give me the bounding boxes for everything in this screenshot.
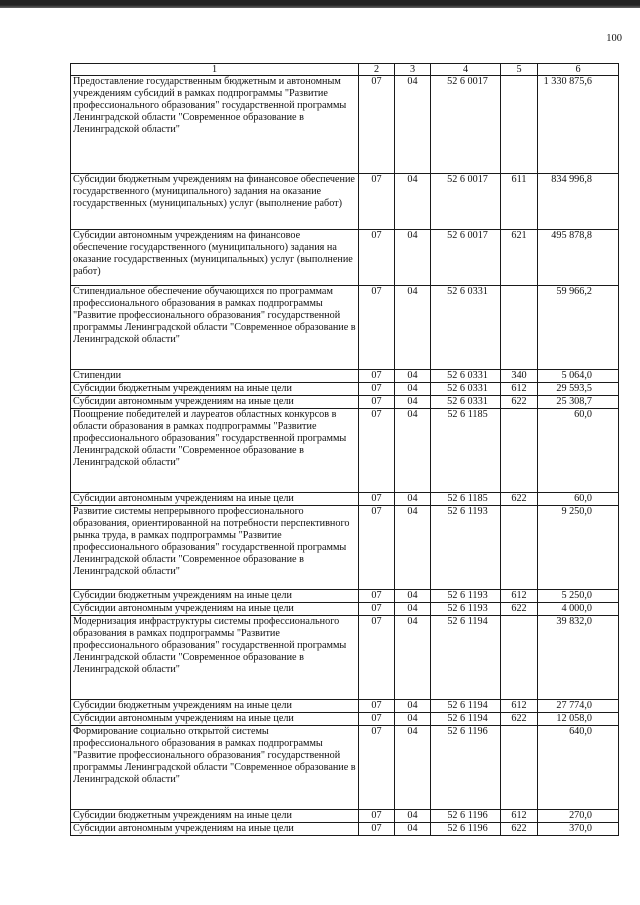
row-subsection: 04: [395, 603, 431, 616]
row-expense-type: 622: [501, 396, 538, 409]
row-name: Субсидии бюджетным учреждениям на иные цели: [71, 810, 359, 823]
table-row: [71, 713, 619, 726]
row-name: Субсидии бюджетным учреждениям на иные цели: [71, 700, 359, 713]
row-subsection: 04: [395, 713, 431, 726]
table-row: [71, 174, 619, 230]
row-target-code: 52 6 1185: [431, 493, 501, 506]
row-amount: 495 878,8: [538, 230, 619, 286]
header-col-1: 1: [71, 64, 359, 76]
row-subsection: 04: [395, 383, 431, 396]
row-section: 07: [359, 506, 395, 590]
header-col-4: 4: [431, 64, 501, 76]
table-row: [71, 370, 619, 383]
row-subsection: 04: [395, 396, 431, 409]
row-section: 07: [359, 616, 395, 700]
row-section: 07: [359, 810, 395, 823]
row-expense-type: 621: [501, 230, 538, 286]
row-target-code: 52 6 0017: [431, 76, 501, 174]
row-target-code: 52 6 0331: [431, 396, 501, 409]
row-section: 07: [359, 409, 395, 493]
row-section: 07: [359, 590, 395, 603]
row-name: Стипендиальное обеспечение обучающихся по программам профессионального образования в рамках подпрограммы "Развитие профессионального образования" государственной программы Ленинградской области "Современное образование в Ленинградской области": [71, 286, 359, 370]
row-expense-type: 611: [501, 174, 538, 230]
row-amount: 39 832,0: [538, 616, 619, 700]
row-amount: 5 064,0: [538, 370, 619, 383]
row-amount: 60,0: [538, 493, 619, 506]
table-row: [71, 286, 619, 370]
row-target-code: 52 6 1194: [431, 713, 501, 726]
row-amount: 12 058,0: [538, 713, 619, 726]
table-row: [71, 230, 619, 286]
row-target-code: 52 6 0017: [431, 230, 501, 286]
row-section: 07: [359, 493, 395, 506]
header-col-2: 2: [359, 64, 395, 76]
row-section: 07: [359, 700, 395, 713]
table-row: [71, 810, 619, 823]
table-row: [71, 396, 619, 409]
row-name: Субсидии автономным учреждениям на иные цели: [71, 603, 359, 616]
header-col-6: 6: [538, 64, 619, 76]
row-subsection: 04: [395, 370, 431, 383]
row-target-code: 52 6 1185: [431, 409, 501, 493]
row-name: Предоставление государственным бюджетным и автономным учреждениям субсидий в рамках подпрограммы "Развитие профессионального образования" государственной программы Ленинградской области "Современное образование в Ленинградской области": [71, 76, 359, 174]
row-name: Субсидии автономным учреждениям на иные цели: [71, 713, 359, 726]
table-header-row: [71, 64, 619, 76]
row-amount: 29 593,5: [538, 383, 619, 396]
row-target-code: 52 6 1193: [431, 603, 501, 616]
row-name: Субсидии автономным учреждениям на финансовое обеспечение государственного (муниципального) задания на оказание государственных (муниципальных) услуг (выполнение работ): [71, 230, 359, 286]
table-row: [71, 616, 619, 700]
row-amount: 834 996,8: [538, 174, 619, 230]
row-expense-type: [501, 286, 538, 370]
row-expense-type: 340: [501, 370, 538, 383]
table-row: [71, 590, 619, 603]
table-row: [71, 383, 619, 396]
table-row: [71, 506, 619, 590]
row-expense-type: 622: [501, 823, 538, 836]
row-section: 07: [359, 713, 395, 726]
row-subsection: 04: [395, 76, 431, 174]
row-amount: 59 966,2: [538, 286, 619, 370]
row-subsection: 04: [395, 700, 431, 713]
row-section: 07: [359, 726, 395, 810]
row-section: 07: [359, 230, 395, 286]
row-subsection: 04: [395, 506, 431, 590]
row-expense-type: 622: [501, 603, 538, 616]
row-section: 07: [359, 286, 395, 370]
row-subsection: 04: [395, 230, 431, 286]
header-col-3: 3: [395, 64, 431, 76]
row-target-code: 52 6 0331: [431, 370, 501, 383]
row-expense-type: 622: [501, 713, 538, 726]
row-subsection: 04: [395, 493, 431, 506]
row-name: Формирование социально открытой системы профессионального образования в рамках подпрограммы "Развитие профессионального образования" государственной программы Ленинградской области "Современное образование в Ленинградской области": [71, 726, 359, 810]
row-amount: 60,0: [538, 409, 619, 493]
table-row: [71, 726, 619, 810]
row-expense-type: 612: [501, 700, 538, 713]
row-name: Субсидии бюджетным учреждениям на иные цели: [71, 590, 359, 603]
row-expense-type: [501, 409, 538, 493]
scan-top-border: [0, 0, 640, 8]
row-amount: 27 774,0: [538, 700, 619, 713]
row-expense-type: [501, 726, 538, 810]
row-subsection: 04: [395, 823, 431, 836]
table-row: [71, 823, 619, 836]
row-target-code: 52 6 1196: [431, 810, 501, 823]
row-expense-type: [501, 506, 538, 590]
row-section: 07: [359, 396, 395, 409]
row-name: Субсидии бюджетным учреждениям на иные цели: [71, 383, 359, 396]
row-target-code: 52 6 1196: [431, 726, 501, 810]
row-target-code: 52 6 1193: [431, 506, 501, 590]
row-subsection: 04: [395, 409, 431, 493]
row-amount: 25 308,7: [538, 396, 619, 409]
page-number: 100: [606, 33, 622, 44]
table-row: [71, 700, 619, 713]
row-section: 07: [359, 603, 395, 616]
row-amount: 640,0: [538, 726, 619, 810]
row-expense-type: [501, 616, 538, 700]
row-name: Поощрение победителей и лауреатов областных конкурсов в области образования в рамках подпрограммы "Развитие профессионального образования" государственной программы Ленинградской области "Современное образование в Ленинградской области": [71, 409, 359, 493]
table-row: [71, 409, 619, 493]
row-expense-type: 622: [501, 493, 538, 506]
row-expense-type: [501, 76, 538, 174]
row-expense-type: 612: [501, 383, 538, 396]
row-subsection: 04: [395, 590, 431, 603]
row-subsection: 04: [395, 616, 431, 700]
row-name: Субсидии автономным учреждениям на иные цели: [71, 396, 359, 409]
row-target-code: 52 6 0331: [431, 383, 501, 396]
table-row: [71, 603, 619, 616]
row-section: 07: [359, 383, 395, 396]
row-target-code: 52 6 0331: [431, 286, 501, 370]
header-col-5: 5: [501, 64, 538, 76]
row-amount: 9 250,0: [538, 506, 619, 590]
row-section: 07: [359, 370, 395, 383]
row-amount: 4 000,0: [538, 603, 619, 616]
row-section: 07: [359, 174, 395, 230]
row-target-code: 52 6 1194: [431, 616, 501, 700]
row-subsection: 04: [395, 726, 431, 810]
row-amount: 370,0: [538, 823, 619, 836]
row-amount: 5 250,0: [538, 590, 619, 603]
row-subsection: 04: [395, 286, 431, 370]
row-name: Модернизация инфраструктуры системы профессионального образования в рамках подпрограммы "Развитие профессионального образования" государственной программы Ленинградской области "Современное образование в Ленинградской области": [71, 616, 359, 700]
row-amount: 1 330 875,6: [538, 76, 619, 174]
row-target-code: 52 6 1196: [431, 823, 501, 836]
row-name: Стипендии: [71, 370, 359, 383]
row-name: Субсидии бюджетным учреждениям на финансовое обеспечение государственного (муниципального) задания на оказание государственных (муниципальных) услуг (выполнение работ): [71, 174, 359, 230]
row-expense-type: 612: [501, 810, 538, 823]
budget-table: [70, 63, 619, 836]
row-target-code: 52 6 0017: [431, 174, 501, 230]
table-row: [71, 493, 619, 506]
row-name: Субсидии автономным учреждениям на иные цели: [71, 823, 359, 836]
row-name: Развитие системы непрерывного профессионального образования, ориентированной на потребности перспективного рынка труда, в рамках подпрограммы "Развитие профессионального образования" государственной программы Ленинградской области "Современное образование в Ленинградской области": [71, 506, 359, 590]
row-amount: 270,0: [538, 810, 619, 823]
table-row: [71, 76, 619, 174]
row-subsection: 04: [395, 174, 431, 230]
row-name: Субсидии автономным учреждениям на иные цели: [71, 493, 359, 506]
row-expense-type: 612: [501, 590, 538, 603]
row-subsection: 04: [395, 810, 431, 823]
row-section: 07: [359, 76, 395, 174]
row-target-code: 52 6 1193: [431, 590, 501, 603]
row-target-code: 52 6 1194: [431, 700, 501, 713]
row-section: 07: [359, 823, 395, 836]
